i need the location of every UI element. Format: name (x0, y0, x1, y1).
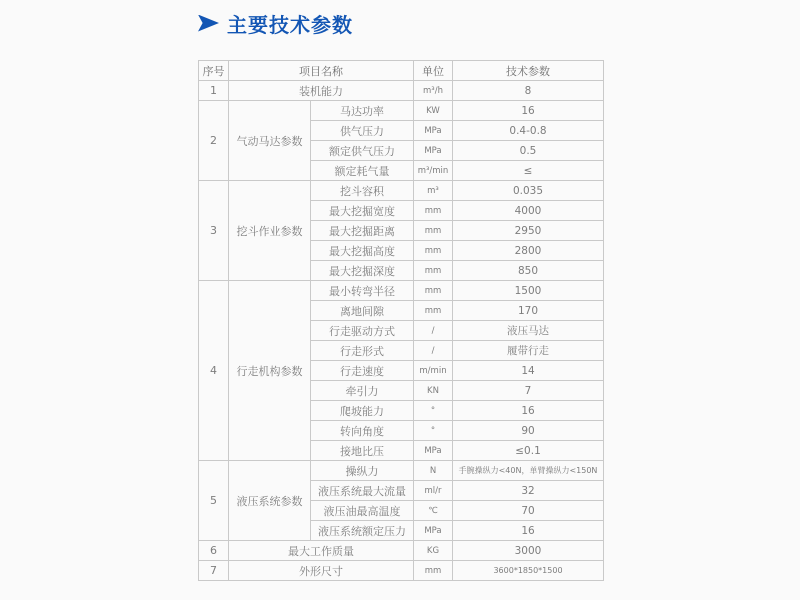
value-cell: 4000 (453, 201, 604, 221)
unit-cell: m³/h (414, 81, 453, 101)
table-row (199, 181, 604, 201)
unit-cell: MPa (414, 441, 453, 461)
value-cell: 14 (453, 361, 604, 381)
unit-cell: KG (414, 541, 453, 561)
row-number: 2 (199, 101, 229, 181)
sub-item-name: 离地间隙 (311, 301, 414, 321)
value-cell: 16 (453, 521, 604, 541)
sub-item-name: 行走形式 (311, 341, 414, 361)
sub-item-name: 最小转弯半径 (311, 281, 414, 301)
value-cell: 3000 (453, 541, 604, 561)
item-name: 装机能力 (229, 81, 414, 101)
sub-item-name: 液压系统额定压力 (311, 521, 414, 541)
unit-cell: MPa (414, 121, 453, 141)
sub-item-name: 额定耗气量 (311, 161, 414, 181)
sub-item-name: 接地比压 (311, 441, 414, 461)
unit-cell: mm (414, 221, 453, 241)
sub-item-name: 马达功率 (311, 101, 414, 121)
value-cell: 7 (453, 381, 604, 401)
value-cell: 手腕操纵力<40N，单臂操纵力<150N (453, 461, 604, 481)
column-header: 单位 (414, 61, 453, 81)
sub-item-name: 最大挖掘高度 (311, 241, 414, 261)
row-number: 3 (199, 181, 229, 281)
table-row (199, 81, 604, 101)
column-header: 项目名称 (229, 61, 414, 81)
sub-item-name: 牵引力 (311, 381, 414, 401)
sub-item-name: 转向角度 (311, 421, 414, 441)
table-row (199, 281, 604, 301)
unit-cell: / (414, 341, 453, 361)
item-name: 外形尺寸 (229, 561, 414, 581)
unit-cell: MPa (414, 521, 453, 541)
page-title: 主要技术参数 (227, 12, 353, 37)
unit-cell: ° (414, 401, 453, 421)
value-cell: 16 (453, 101, 604, 121)
spec-table (198, 60, 604, 581)
sub-item-name: 行走驱动方式 (311, 321, 414, 341)
value-cell: 850 (453, 261, 604, 281)
value-cell: 1500 (453, 281, 604, 301)
sub-item-name: 挖斗容积 (311, 181, 414, 201)
value-cell: 2800 (453, 241, 604, 261)
unit-cell: mm (414, 301, 453, 321)
table-row (199, 541, 604, 561)
unit-cell: mm (414, 281, 453, 301)
unit-cell: mm (414, 561, 453, 581)
unit-cell: MPa (414, 141, 453, 161)
unit-cell: ml/r (414, 481, 453, 501)
row-number: 7 (199, 561, 229, 581)
sub-item-name: 最大挖掘宽度 (311, 201, 414, 221)
sub-item-name: 液压系统最大流量 (311, 481, 414, 501)
value-cell: 3600*1850*1500 (453, 561, 604, 581)
value-cell: 0.5 (453, 141, 604, 161)
value-cell: 0.4-0.8 (453, 121, 604, 141)
unit-cell: mm (414, 241, 453, 261)
sub-item-name: 操纵力 (311, 461, 414, 481)
value-cell: 70 (453, 501, 604, 521)
unit-cell: mm (414, 201, 453, 221)
value-cell: 32 (453, 481, 604, 501)
sub-item-name: 液压油最高温度 (311, 501, 414, 521)
sub-item-name: 行走速度 (311, 361, 414, 381)
unit-cell: KN (414, 381, 453, 401)
row-number: 5 (199, 461, 229, 541)
sub-item-name: 最大挖掘深度 (311, 261, 414, 281)
value-cell: 90 (453, 421, 604, 441)
value-cell: ≤0.1 (453, 441, 604, 461)
sub-item-name: 爬坡能力 (311, 401, 414, 421)
column-header: 技术参数 (453, 61, 604, 81)
unit-cell: m/min (414, 361, 453, 381)
value-cell: 2950 (453, 221, 604, 241)
column-header: 序号 (199, 61, 229, 81)
sub-item-name: 最大挖掘距离 (311, 221, 414, 241)
value-cell: 8 (453, 81, 604, 101)
unit-cell: N (414, 461, 453, 481)
value-cell: 履带行走 (453, 341, 604, 361)
table-header (199, 61, 604, 81)
row-number: 1 (199, 81, 229, 101)
value-cell: ≤ (453, 161, 604, 181)
row-number: 6 (199, 541, 229, 561)
value-cell: 0.035 (453, 181, 604, 201)
table-row (199, 101, 604, 121)
table-row (199, 561, 604, 581)
unit-cell: m³/min (414, 161, 453, 181)
unit-cell: ° (414, 421, 453, 441)
item-group-name: 液压系统参数 (229, 461, 311, 541)
value-cell: 液压马达 (453, 321, 604, 341)
item-name: 最大工作质量 (229, 541, 414, 561)
row-number: 4 (199, 281, 229, 461)
item-group-name: 气动马达参数 (229, 101, 311, 181)
unit-cell: m³ (414, 181, 453, 201)
item-group-name: 挖斗作业参数 (229, 181, 311, 281)
value-cell: 16 (453, 401, 604, 421)
header-row (199, 61, 604, 81)
sub-item-name: 额定供气压力 (311, 141, 414, 161)
page-content (198, 10, 604, 581)
arrow-right-icon (198, 15, 219, 32)
value-cell: 170 (453, 301, 604, 321)
unit-cell: KW (414, 101, 453, 121)
item-group-name: 行走机构参数 (229, 281, 311, 461)
table-body (199, 81, 604, 581)
sub-item-name: 供气压力 (311, 121, 414, 141)
unit-cell: mm (414, 261, 453, 281)
unit-cell: ℃ (414, 501, 453, 521)
table-row (199, 461, 604, 481)
section-header (198, 10, 604, 36)
unit-cell: / (414, 321, 453, 341)
